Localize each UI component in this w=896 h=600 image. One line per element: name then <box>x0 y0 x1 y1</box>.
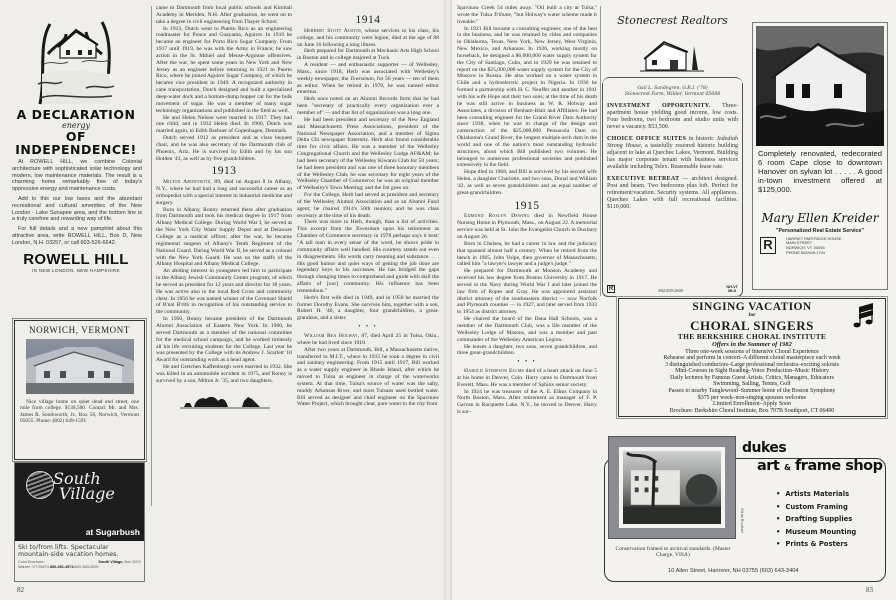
obituary-paragraph <box>297 28 439 49</box>
service-item: • Museum Mounting <box>776 526 856 539</box>
silhouette-ornament <box>180 393 292 412</box>
framed-print-photo <box>608 436 736 539</box>
class-year-heading: 1913 <box>211 165 237 178</box>
deceased-name: Harold Stimpson Ellms <box>464 368 525 375</box>
obituary-paragraph: came to Dartmouth from local public schools and Kimball Academy in Meriden, N.H. After graduation, he went on to take a degree in civil engineering from Thayer School. <box>156 5 292 25</box>
obituary-paragraph: Born in Chelsea, he had a career in law and the judiciary that spanned almost half a century. When he retired from the bench in 1965, John Volpe, then governor of Massachusetts, called him "a lawyer's lawyer and a judge's judge." <box>457 240 597 268</box>
agent-signature: Gail L. Sandegren, G.R.I. ('78) <box>637 86 708 91</box>
ad-footer <box>607 285 738 293</box>
ad-paragraph: Add to this our low taxes and the abundant recreational and cultural amenities of the New London - Lake Sunapee area, and the bottom line is a truly carefree and rewarding way of life. <box>12 195 142 223</box>
ad-title: NORWICH, VERMONT <box>29 325 130 335</box>
photo-caption: Conservation framed to archival standards. (Master Charge, VISA) <box>615 546 731 559</box>
class-year-heading: 1915 <box>514 199 540 212</box>
obituary-paragraph: He and Helen Nelson were married in 1917. They had one child, and in 1932 Helen died. In 1960, Dutch was married again, to Edith Brebuer of Copenhagen, Denmark. <box>156 114 292 135</box>
column-rule <box>600 6 601 296</box>
mls-line-2: MLS <box>728 288 737 293</box>
feature-line: Swimming, Sailing, Tennis, Golf <box>713 381 791 388</box>
ad-paragraph: At ROWELL HILL, we combine Colonial architecture with sophisticated solar technology and modern, low maintenance materials. The result is a charming home remarkably free of today's oppressive energy and maintenance costs. <box>12 159 142 193</box>
south-village-ad <box>14 462 145 582</box>
house-sketch-illustration <box>36 14 116 106</box>
publication-title: Townsman <box>350 75 374 82</box>
feature-line: Passes to nearby Tanglewood–Summer home of the Boston Symphony <box>668 388 836 395</box>
stonecrest-realtors-ad <box>602 8 743 294</box>
obituary-paragraph: He chaired the board of the Dana Hall Schools, was a member of the Dartmouth Club, was a life member of the Wellesley Lodge of Masons, and was a member and past commander of the Wellesley American Legion. <box>457 316 597 343</box>
shop-address: 10 Allen Street, Hanover, NH 03755 (603) 643-3404 <box>668 568 799 574</box>
phone-number: 802/295-2600 <box>658 288 684 293</box>
deceased-name: Milton Aronowitz <box>163 179 211 186</box>
local-phone: 802-583-2000 <box>74 565 99 569</box>
feature-line: Mini-Courses in Sight Reading–Voice Production–Music History <box>675 368 829 375</box>
realtor-logo-icon: R <box>608 286 614 292</box>
listing-office-suites <box>607 136 738 171</box>
norwich-vermont-ad <box>14 320 145 460</box>
obituary-paragraph <box>297 219 439 294</box>
obituary-paragraph <box>457 213 597 240</box>
toll-free-phone: 800-451-4574 <box>49 565 74 569</box>
listing-executive-retreat <box>607 176 738 211</box>
obituary-text: died in Newfield House Nursing Home in Plymouth, Mass., on August 22. A memorial service was held at St. John the Evangelist Church in Duxbury on August 26. <box>457 213 598 240</box>
page-number-right: 83 <box>866 586 873 594</box>
brochure-line: Brochure: Berkshire Choral Institute, Box 707B Southport, CT 06490 <box>669 407 835 414</box>
obituary-text: , for 56 years — ten of them as editor. When he retired in 1970, he was named editor emeritus. <box>297 75 439 96</box>
contact-label: Color Brochure: <box>18 560 45 564</box>
obituary-paragraph: In 1950, Ronny became president of the Dartmouth Alumni Association of Eastern New York. In 1960, he served Dartmouth as a member of the national committee for the medical school campaign, and he worked tirelessly all his life recruiting students for the College. Last year he was presented by the College with its Andrew J. Scarlett '10 Award for outstanding work as a head agent. <box>156 316 292 364</box>
obituary-text: A resident — and enthusiastic supporter — of Wellesley, Mass., since 1918, Herb was associated with Wellesley's weekly newspaper, the <box>297 62 439 82</box>
service-item: • Prints & Posters <box>776 538 856 551</box>
photo-credit: Adrian Bouchard <box>740 508 744 533</box>
ad-title-1: SINGING VACATION <box>692 301 812 313</box>
obituary-column-1 <box>156 5 292 411</box>
binding-gutter <box>444 0 452 600</box>
logo-line-2: Village <box>59 484 115 503</box>
logo-text: Stonecrest Realtors <box>617 14 728 27</box>
headline-insert-word: energy <box>61 121 91 130</box>
rowell-hill-ad <box>8 4 144 272</box>
obituary-paragraph <box>457 368 597 389</box>
obituary-paragraph: Herb prepared for Dartmouth at Mechanic Arts High School in Boston and in college majored at Tuck. <box>297 48 439 62</box>
obituary-text: , 89, died on August 8 in Albany, N.Y., where he had had a long and successful career as an orthopedist with a special interest in industrial medicine and surgery. <box>156 179 292 206</box>
ad-title-2: CHORAL SINGERS <box>690 317 814 333</box>
logo-text <box>53 471 115 501</box>
obituary-paragraph: In 1921 Bill became a consulting engineer, one of the best in the business, and he was retained by cities and companies in Oklahoma, Texas, New York, New Jersey, West Virginia, New Mexico, and Arkansas. In 1926, working mostly on horseback, he designed a $6,000,000 water supply system for the City of Santiago, Cuba, and in 1929 he was retained to report on the $25,000,000 water supply system for the City of Moscow in Russia. He also worked on a water system in Chile and a hydroelectric project in Nigeria. In 1936 he formed a partnership with H. C. Neuffer and another in 1941 with his wife Hope and their two sons; at the time of his death he was still active in business as W. R. Holway and Associates, a division of Benham-Blair and Affiliates. He had been consulting engineer for the Grand River Dam Authority since 1938, when he was in charge of the design and construction of the $25,000,000 Pensacola Dam on Oklahoma's Grand River, the longest multiple-arch dam in the world and one of the nation's most outstanding hydraulic structures, about which Bill published two volumes. He belonged to numerous professional societies and published extensively in the field. <box>457 25 597 169</box>
feature-line: 3 distinguished conductors–Large professional orchestra–exciting soloists <box>664 361 840 368</box>
listing-body: , a tastefully restored historic building adjacent to lake at Quechee Lakes, Vermont. Building has major corporate tenant with business services available including Telex. Reasonable lease rate. <box>607 143 738 170</box>
listing-title: INVESTMENT OPPORTUNITY. <box>607 103 711 109</box>
logo-word: art <box>757 458 780 474</box>
mat <box>619 447 725 528</box>
address-block <box>786 237 841 256</box>
logo-subtitle: at Sugarbush <box>85 527 140 537</box>
obituary-column-3 <box>457 5 597 416</box>
listing-investment <box>607 103 738 131</box>
address-line: PHONE 802/649-1704 <box>786 249 825 255</box>
ad-tagline: Ski to/from lifts. Spectacular mountain-side vacation homes. <box>18 544 119 558</box>
deceased-name: Herbert Stott Austin <box>304 27 361 34</box>
ad-body <box>12 159 142 247</box>
listing-body: — architect designed. Post and beam. Two bedrooms plus loft. Perfect for retirement/vacation. Security systems. All appliances. Quechee Lakes with full recreational facilities. $110,000. <box>607 176 738 210</box>
obituary-paragraph: He prepared for Dartmouth at Monson Academy and received his law degree from Boston University in 1917. He served in the Navy during World War I and later joined the law firm of Ropes and Gray. He was appointed assistant district attorney of the southeastern district — now Norfolk and Plymouth counties — in 1927, and later served from 1933 to 1954 as district attorney. <box>457 268 597 316</box>
building-name: Jedediah Strong House <box>607 136 738 149</box>
column-rule <box>151 6 152 506</box>
logo-art-frame-shop <box>757 458 883 474</box>
obituary-paragraph: He had been president and secretary of the New England and Massachusetts Press Associations, president of the National Newspaper Association, and a member of Sigma Delta Chi newspaper fraternity. Herb also found considerable time for civic affairs. He was a member of the Wellesley Congregational Church and the Wellesley Lodge AF&AM; he had been secretary of the Wellesley Kiwanis Club for 50 years; he had been president and was one of three honorary members of the Wellesley Club; he was secretary for eight years of the Wellesley Chamber of Commerce; he was an original member of Wellesley's Town Meeting; and the list goes on. <box>297 116 439 192</box>
listing-body: Three-apartment house yielding good income, low costs. Four bedroom, two bedroom and studio units with never a vacancy. $53,500. <box>607 103 738 130</box>
contact-info: Color Brochure: South Village, Box 300V Warren, VT 05674 800-451-4574•802-583-2000 <box>18 560 141 569</box>
address-line: MAIN STREET <box>786 240 813 246</box>
headline-line-2: OF INDEPENDENCE! <box>15 129 137 157</box>
obituary-paragraph: An abiding interest in youngsters led him to participate in the Albany Jewish Community Center program, of which he served as president for 12 years and director for 18 years. He was active also in the local Red Cross and community chest. In 1956 he was named winner of the Covenant Shield of B'nai B'rith in recognition of his outstanding service to the community. <box>156 268 292 316</box>
obituary-paragraph: After two years at Dartmouth, Bill, a Massachusetts native, transferred to M.I.T., where in 1915 he took a degree in civil and sanitary engineering. From 1915 until 1917, Bill worked as a water supply engineer in Rhode Island, after which he moved to Tulsa as engineer in charge of the waterworks system. At that time, Tulsa's source of water was the salty, muddy Arkansas River, and most Tulsans used bottled water. Bill served as designer and chief engineer on the Spavinaw Water Project, which brought clear, pure water to the city from <box>297 346 439 408</box>
music-note-icon <box>851 303 875 329</box>
section-separator: • • • <box>358 324 378 331</box>
feature-line: Three one-week sessions of Intensive Choral Experience <box>685 348 819 355</box>
obituary-text: , 87, died April 25 in Tulsa, Okla., where he had lived since 1918. <box>297 332 439 346</box>
page-number-left: 82 <box>17 586 24 594</box>
feature-line: Limited Enrollment–Apply Soon <box>713 401 791 408</box>
deceased-name: William Rea Holway <box>304 332 358 339</box>
realtor-logo-icon: R <box>760 237 776 254</box>
logo-word: frame shop <box>794 458 883 474</box>
headline-line-1: A DECLARATION <box>16 107 136 122</box>
obituary-column-2 <box>297 5 439 408</box>
section-separator: • • • <box>517 359 537 366</box>
agent-name: Mary Ellen Kreider <box>761 210 879 225</box>
address-line: NORWICH, VT. 05055 <box>786 244 825 250</box>
agent-address: Stonecrest Farm, Wilder, Vermont 05088 <box>624 92 721 97</box>
obituary-text: , "but Holway's water scheme made it liveable." <box>457 11 597 25</box>
contact-box: Box 300V <box>124 560 141 564</box>
mountain-emblem-icon <box>26 471 54 499</box>
listing-body: in historic <box>686 136 717 142</box>
agent-slogan: "Personalized Real Estate Service" <box>775 227 865 234</box>
feature-line: Daily lectures by Famous Guest Artists, Critics, Managers, Educators <box>670 374 834 381</box>
dukes-art-frame-ad <box>604 436 890 582</box>
house-photo <box>26 339 134 394</box>
obituary-paragraph: For the College, Herb had served as president and secretary of the Wellesley Alumni Association and as an Alumni Fund agent; he chaired 1914's 50th reunion; and he was class secretary at the time of his death. <box>297 192 439 219</box>
obituary-paragraph <box>156 179 292 206</box>
offer-line: Offers in the Summer of 1982 <box>712 340 792 348</box>
listing-description: Completely renovated, redecorated 6 room Cape close to downtown Hanover on sylvan lot . . . . . A good in-town investment offered at $125,000. <box>758 149 882 194</box>
publication-title: Townsman <box>355 226 380 233</box>
berkshire-choral-ad <box>618 298 886 417</box>
ad-paragraph: For full details and a new pamphlet about this attractive area, write ROWELL HILL, Box D, New London, N.H. 03257, or call 603-526-6642. <box>12 226 142 246</box>
service-item: • Artists Materials <box>776 488 856 501</box>
mls-badge <box>726 285 738 293</box>
address-line: HARRIET PARTRIDGE HOUSE <box>786 235 842 241</box>
campus-building-photo <box>623 451 721 524</box>
logo-line-1: South <box>53 469 101 488</box>
obituary-paragraph: Herb's first wife died in 1949, and in 1950 he married the former Dorothy Evans. She survives him, together with a son, Robert H. '40, a daughter, four grandchildren, a great-grandson, and a sister. <box>297 294 439 322</box>
listings-box <box>602 83 743 297</box>
listing-title: CHOICE OFFICE SUITES <box>607 136 687 142</box>
obituary-paragraph: In 1913, Dutch went to Puerto Rico as an engineering roadmaster for Ponce and Guayama, Aguirre. In 1916 he became an engineer for Porto Rico Sugar Company. From 1917 until 1919, he was with the Army in France; he saw action in the St. Mihiel and Meuse-Argonne offensives. After the war, he spent some years in New York and New Jersey as an engineer before returning in 1921 to Puerto Rico, where he joined Aguirre Sugar Company, of which he became vice president in 1949. A recognized authority in cane transportation, Dutch designed and built a specialized deep-water dock and a bottom-dump hopper car for the bulk movement of sugar. He was a member of many sugar technology organizations and published in the field as well. <box>156 25 292 114</box>
obituary-text: upon his retirement as Chamber of Commerce secretary in 1978 perhaps says it best: "A tall man in every sense of the word, he shows pride in community affairs well handled. His courtesy stands out even in disagreements. His words carry meaning and substance. . . . His good humor and quiet ways of getting the job done are legendary keys to his successes. He has bridged the gaps through changing times to comprehend and guide with skill the affairs of [our] community. His influence has been tremendous." <box>297 226 439 294</box>
obituary-paragraph: In 1924 he was treasurer of the A. E. Ellms Company in North Boston, Mass. After retirement as manager of F. P. Garvan in Racquette Lake, N.Y., he moved to Denver. Harry is sur- <box>457 388 597 416</box>
service-item: • Custom Framing <box>776 501 856 514</box>
obituary-paragraph: Hope died in 1968, and Bill is survived by his second wife Helen, a daughter Charlotte, and two sons, Donal and William '42, as well as seven grandchildren and an equal number of great-grandchildren. <box>457 169 597 196</box>
contact-name: South Village, <box>98 560 124 564</box>
deceased-name: Edmund Roslyn Dewing <box>464 213 530 220</box>
class-year-heading: 1914 <box>355 14 381 26</box>
mary-ellen-kreider-ad <box>752 22 888 290</box>
feature-line: Rehearse and perform in concert–A different choral masterpiece each week <box>663 355 841 362</box>
institute-name: THE BERKSHIRE CHORAL INSTITUTE <box>677 331 827 341</box>
stonecrest-logo <box>602 8 743 83</box>
barn-illustration <box>640 36 704 74</box>
obituary-text: Spavinaw Creek 54 miles away. "Oil built a city at Tulsa," wrote the Tulsa <box>457 5 597 18</box>
obituary-paragraph <box>457 5 597 26</box>
obituary-paragraph: Dutch served 1912 as president and as class bequest chair, and he was also secretary of the Dartmouth club of Phoenix, Ariz. He is survived by Edith and by his son Holden '43, as well as by five grandchildren. <box>156 135 292 162</box>
contact-city: Warren, VT 05674 <box>18 565 49 569</box>
obituary-paragraph: He leaves a daughter, two sons, seven grandchildren, and three great-grandchildren. <box>457 343 597 357</box>
feature-line: $375 per week–non-singing spouses welcome <box>697 394 807 401</box>
publication-title: Tribune <box>493 11 512 18</box>
logo-ampersand: & <box>783 463 791 472</box>
logo-panel <box>15 463 144 541</box>
logo-dukes: dukes <box>742 440 792 456</box>
cape-house-photo <box>756 26 884 146</box>
ad-title-for: for <box>748 312 756 318</box>
obituary-text: , whose services to his class, his college, and his community were legion, died at the age of 88 on June 16 following a long illness. <box>297 27 439 48</box>
brand-tagline: IN NEW LONDON, NEW HAMPSHIRE <box>32 267 120 273</box>
service-item: • Drafting Supplies <box>776 513 856 526</box>
obituary-text: There was more to Herb, though, than a list of activities. This excerpt from the <box>297 219 439 233</box>
services-list <box>776 488 856 551</box>
obituary-paragraph: Born in Albany, Ronny returned there after graduation from Dartmouth and took his medical degree in 1917 from Albany Medical College. During World War I, he served at the New York City Water Supply Depot and at Delaware College as a medical officer; after the war, he became regimental surgeon of Albany's Tenth Regiment of the National Guard. During World War II, he served as a colonel with the New York Guard. He was on the staffs of the Albany Hospital and Albany Medical College. <box>156 206 292 268</box>
agent-contact <box>756 237 884 256</box>
mls-line-1: NH-VT <box>726 284 738 289</box>
obituary-paragraph: Herb once noted on an Alumni Records form that he had been "secretary of practically every organization ever a member of" — and that list of organizations was a long one. <box>297 96 439 116</box>
obituary-paragraph <box>297 333 439 347</box>
ad-description: Nice village home on quiet dead end street, one mile from college. $138,500. Contact Mr. and Mrs. James R. Southworth, Jr., Box 56, Norwich, Vermont 05055. Phone: (802) 649-1591 <box>20 399 139 425</box>
obituary-paragraph <box>297 62 439 96</box>
brand-name: ROWELL HILL <box>23 250 129 268</box>
listing-title: EXECUTIVE RETREAT <box>607 176 680 182</box>
obituary-text: died of a heart attack on June 5 at his home in Denver, Colo. Harry came to Dartmouth from Everett, Mass. He was a member of Sphinx senior society. <box>457 368 597 388</box>
obituary-paragraph: He and Gretchen Kaffenburgh were married in 1932. She was killed in an automobile accident in 1975, and Ronny is survived by a son, Milton Jr. '35, and two daughters. <box>156 364 292 384</box>
